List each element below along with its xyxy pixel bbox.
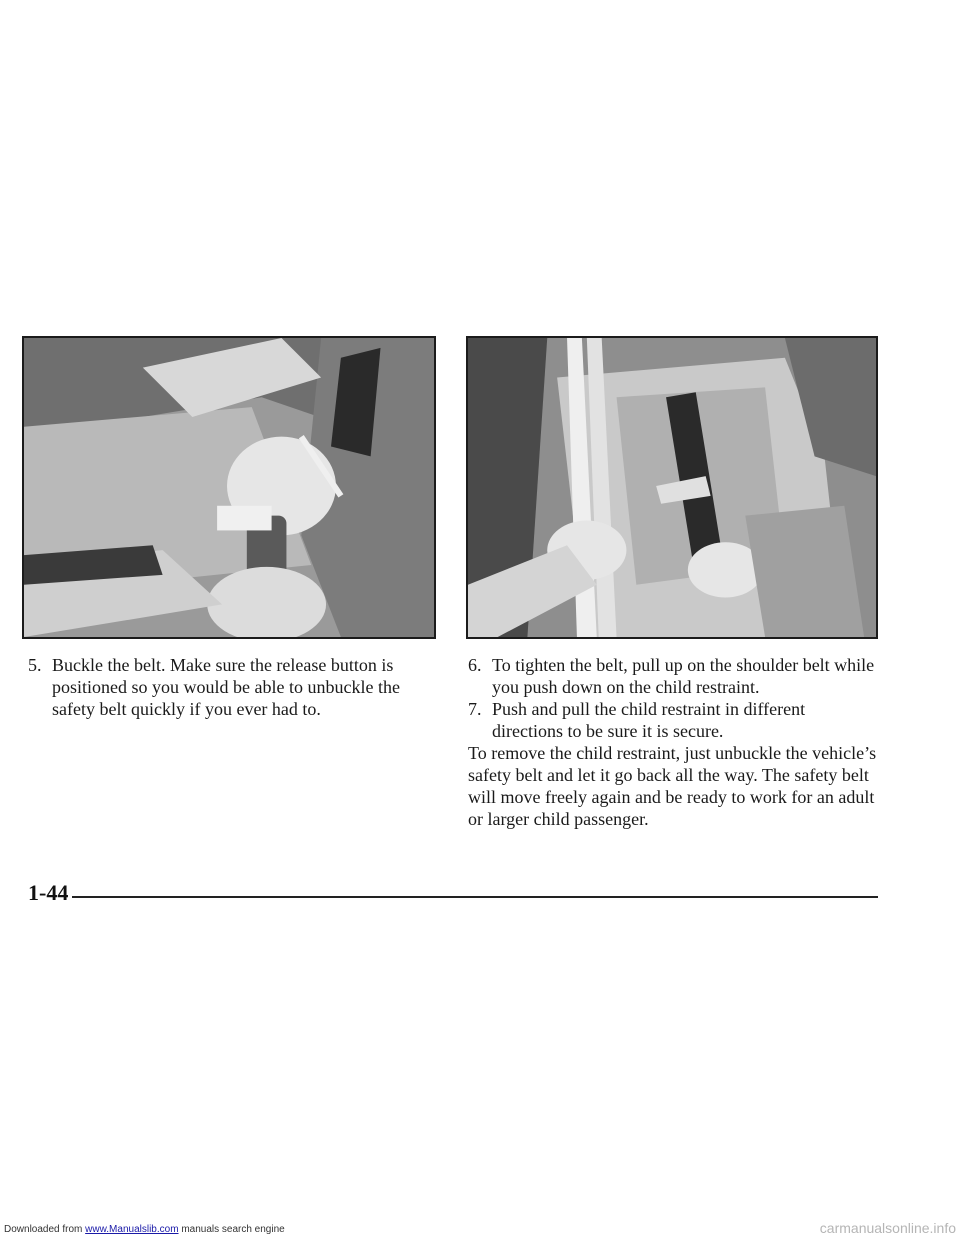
step-6: [468, 654, 880, 698]
step-text: Buckle the belt. Make sure the release button is positioned so you would be able to unbuckle the safety belt quickly if you ever had to.: [52, 655, 400, 719]
step-text: Push and pull the child restraint in different directions to be sure it is secure.: [492, 699, 806, 741]
step-number: 7.: [468, 699, 482, 719]
step-number: 5.: [28, 655, 42, 675]
step-text: To tighten the belt, pull up on the shoulder belt while you push down on the child restraint.: [492, 655, 875, 697]
download-note: [4, 1224, 285, 1235]
step-number: 6.: [468, 655, 482, 675]
site-watermark: carmanualsonline.info: [819, 1220, 956, 1236]
page-number: 1-44: [28, 880, 69, 905]
step-7: [468, 698, 880, 742]
footer-rule: [72, 896, 878, 898]
manualslib-link[interactable]: www.Manualslib.com: [85, 1224, 179, 1235]
step-5: [28, 654, 423, 720]
download-note-prefix: Downloaded from: [4, 1224, 83, 1235]
buckling-belt-illustration: [22, 336, 436, 639]
tightening-belt-illustration: [466, 336, 878, 639]
download-note-suffix: manuals search engine: [181, 1224, 285, 1235]
closing-paragraph: To remove the child restraint, just unbuckle the vehicle’s safety belt and let it go back all the way. The safety belt will move freely again and be ready to work for an adult or larger child passenger.: [468, 743, 877, 829]
